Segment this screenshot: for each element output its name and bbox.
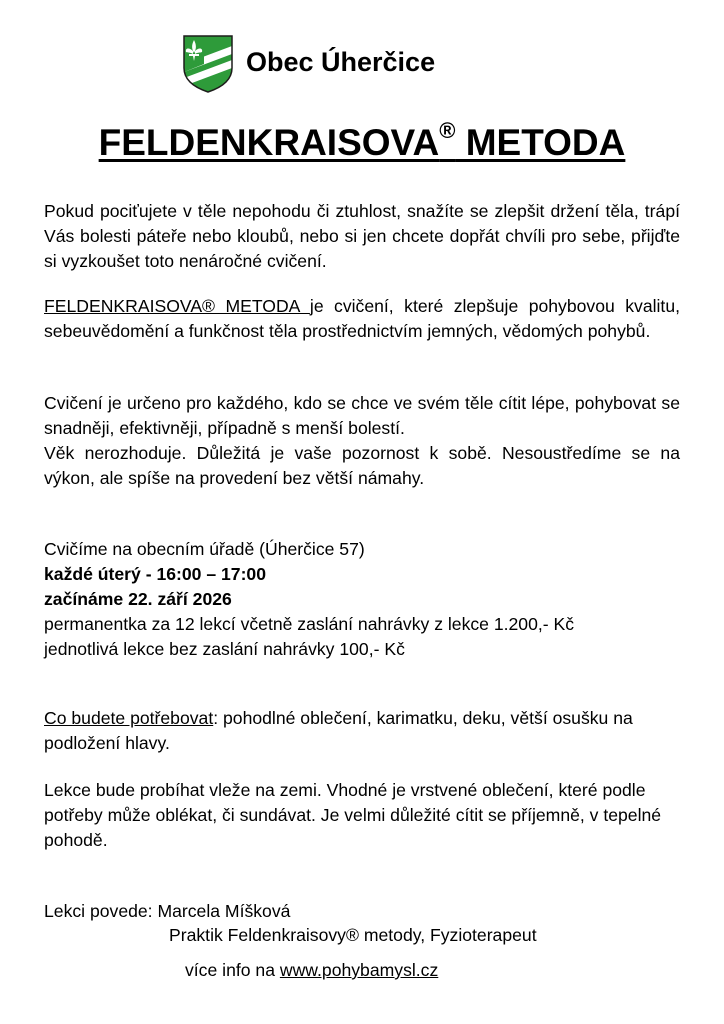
instructor-line bbox=[44, 899, 680, 924]
title-main: FELDENKRAISOVA bbox=[98, 122, 440, 164]
intro-paragraph bbox=[44, 199, 680, 274]
title-rest: METODA bbox=[455, 122, 626, 164]
schedule-location: Cvičíme na obecním úřadě (Úherčice 57) bbox=[44, 539, 365, 559]
page-title bbox=[0, 118, 724, 164]
more-info-line bbox=[185, 958, 665, 983]
needs-paragraph bbox=[44, 706, 680, 756]
about-text: je cvičení, které zlepšuje pohybovou kvalitu, sebeuvědomění a funkčnost těla prostřednictvím jemných, vědomých pohybů. bbox=[44, 296, 680, 341]
org-name: Obec Úherčice bbox=[246, 47, 436, 77]
needs-label: Co budete potřebovat bbox=[44, 708, 214, 728]
schedule-pass: permanentka za 12 lekcí včetně zaslání nahrávky z lekce 1.200,- Kč bbox=[44, 614, 575, 634]
lesson-text: Lekce bude probíhat vleže na zemi. Vhodné je vrstvené oblečení, které podle potřeby může oblékat, či sundávat. Je velmi důležité cítit se příjemně, v tepelné pohodě. bbox=[44, 780, 662, 850]
needs-text: : pohodlné oblečení, karimatku, deku, větší osušku na podložení hlavy. bbox=[44, 708, 633, 753]
more-info-prefix: více info na bbox=[185, 960, 280, 980]
intro-text: Pokud pociťujete v těle nepohodu či ztuhlost, snažíte se zlepšit držení těla, trápí Vás bolesti páteře nebo kloubů, nebo si jen chcete dopřát chvíli pro sebe, přijďte si vyzkoušet toto nenáročné cvičení. bbox=[44, 201, 680, 271]
registered-mark: ® bbox=[439, 118, 456, 143]
schedule-single: jednotlivá lekce bez zaslání nahrávky 100,- Kč bbox=[44, 639, 405, 659]
lesson-paragraph bbox=[44, 778, 680, 853]
instructor-title-line bbox=[169, 923, 669, 948]
method-name: FELDENKRAISOVA® METODA bbox=[44, 296, 310, 316]
about-paragraph bbox=[44, 294, 680, 344]
website-link[interactable]: www.pohybamysl.cz bbox=[279, 960, 439, 980]
audience-line1: Cvičení je určeno pro každého, kdo se chce ve svém těle cítit lépe, pohybovat se snadněji, efektivněji, případně s menší bolestí. bbox=[44, 393, 680, 438]
schedule-time: každé úterý - 16:00 – 17:00 bbox=[44, 564, 267, 584]
coat-of-arms-lily-icon bbox=[182, 34, 234, 94]
schedule-block bbox=[44, 537, 680, 662]
schedule-start: začínáme 22. září 2026 bbox=[44, 589, 232, 609]
instructor-title: Praktik Feldenkraisovy® metody, Fyzioterapeut bbox=[169, 925, 537, 945]
header bbox=[182, 34, 502, 94]
instructor-name: Lekci povede: Marcela Míšková bbox=[44, 901, 291, 921]
audience-paragraph bbox=[44, 391, 680, 491]
audience-line2: Věk nerozhoduje. Důležitá je vaše pozornost k sobě. Nesoustředíme se na výkon, ale spíše na provedení bez větší námahy. bbox=[44, 443, 680, 488]
